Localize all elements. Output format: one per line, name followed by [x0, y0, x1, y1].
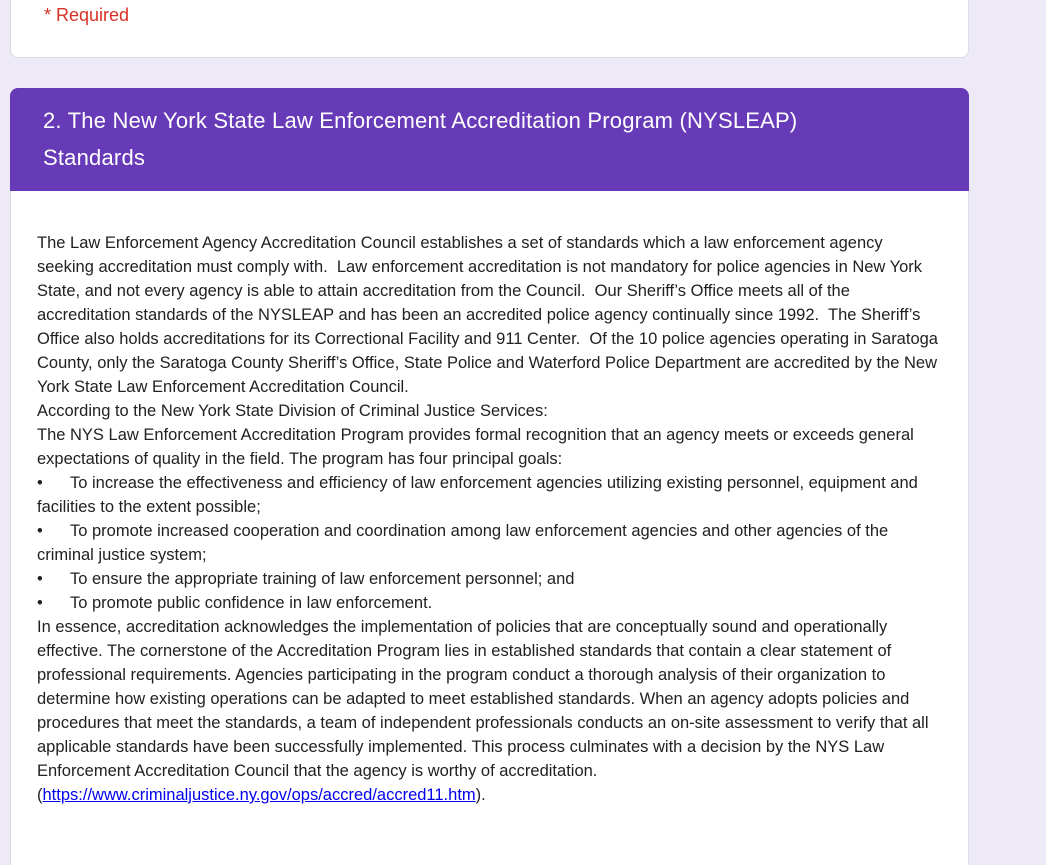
section-title: 2. The New York State Law Enforcement Accreditation Program (NYSLEAP) Standards	[43, 108, 798, 170]
required-note: * Required	[44, 5, 130, 25]
description-link-line	[37, 783, 939, 807]
description-bullet: • To ensure the appropriate training of law enforcement personnel; and	[37, 570, 575, 588]
accreditation-link[interactable]: https://www.criminaljustice.ny.gov/ops/accred/accred11.htm	[42, 786, 476, 804]
description-paragraph: In essence, accreditation acknowledges the implementation of policies that are conceptually sound and operationally effective. The cornerstone of the Accreditation Program lies in established standards that contain a clear statement of professional requirements. Agencies participating in the program conduct a thorough analysis of their organization to determine how existing operations can be adapted to meet established standards. When an agency adopts policies and procedures that meet the standards, a team of independent professionals conducts an on-site assessment to verify that all applicable standards have been successfully implemented. This process culminates with a decision by the NYS Law Enforcement Accreditation Council that the agency is worthy of accreditation.	[37, 618, 934, 780]
description-paragraph: The NYS Law Enforcement Accreditation Program provides formal recognition that an agency meets or exceeds general expectations of quality in the field. The program has four principal goals:	[37, 426, 919, 468]
link-prefix: (	[37, 786, 43, 804]
description-bullet: • To increase the effectiveness and efficiency of law enforcement agencies utilizing existing personnel, equipment and facilities to the extent possible;	[37, 474, 923, 516]
description-paragraph: According to the New York State Division of Criminal Justice Services:	[37, 402, 548, 420]
section-header-card	[10, 88, 969, 865]
section-title-band	[10, 88, 969, 191]
previous-question-card	[10, 0, 969, 58]
description-paragraph: The Law Enforcement Agency Accreditation Council establishes a set of standards which a law enforcement agency seeking accreditation must comply with. Law enforcement accreditation is not mandatory for police agencies in New York State, and not every agency is able to attain accreditation from the Council. Our Sheriff’s Office meets all of the accreditation standards of the NYSLEAP and has been an accredited police agency continually since 1992. The Sheriff’s Office also holds accreditations for its Correctional Facility and 911 Center. Of the 10 police agencies operating in Saratoga County, only the Saratoga County Sheriff’s Office, State Police and Waterford Police Department are accredited by the New York State Law Enforcement Accreditation Council.	[37, 234, 943, 396]
section-description	[10, 191, 969, 865]
link-suffix: ).	[475, 786, 486, 804]
description-bullet: • To promote increased cooperation and coordination among law enforcement agencies and other agencies of the criminal justice system;	[37, 522, 893, 564]
description-bullet: • To promote public confidence in law enforcement.	[37, 594, 433, 612]
